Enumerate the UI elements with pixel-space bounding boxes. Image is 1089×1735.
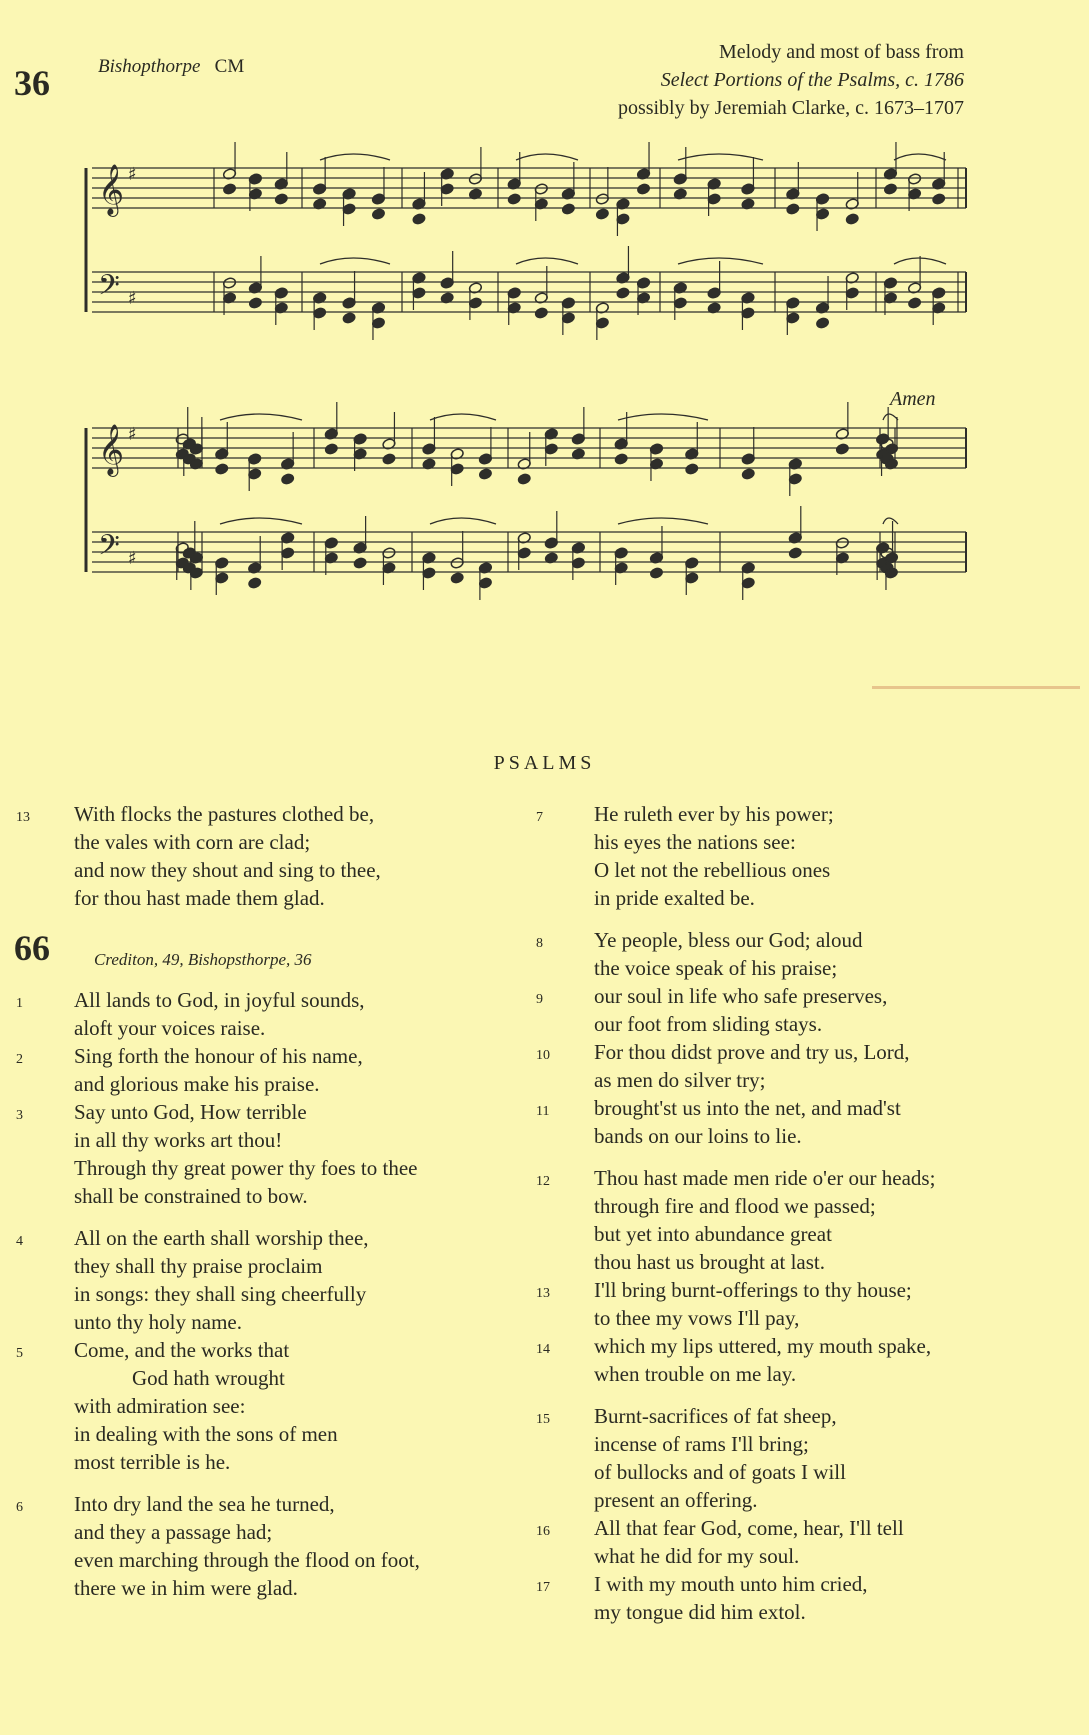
bass-clef-icon: 𝄢 bbox=[98, 529, 120, 569]
psalm-verses-right bbox=[534, 800, 1054, 1626]
note-head bbox=[561, 203, 575, 216]
verse-line: bands on our loins to lie. bbox=[594, 1124, 802, 1148]
treble-clef-icon: 𝄞 bbox=[98, 424, 125, 475]
music-score bbox=[0, 0, 1089, 660]
verse-number: 12 bbox=[536, 1174, 550, 1189]
note-head bbox=[507, 193, 521, 206]
verse-line: shall be constrained to bow. bbox=[74, 1184, 308, 1208]
note-head bbox=[786, 203, 800, 216]
verse-line: Sing forth the honour of his name, bbox=[74, 1044, 363, 1068]
hymn-number: 36 bbox=[14, 63, 50, 103]
verse-line: Come, and the works that bbox=[74, 1338, 290, 1362]
verse bbox=[534, 1038, 1054, 1094]
note-head bbox=[616, 287, 630, 300]
note-head bbox=[534, 307, 548, 320]
verse bbox=[534, 1514, 1054, 1570]
note-head bbox=[353, 557, 367, 570]
verse bbox=[14, 1224, 514, 1336]
verse-line: and they a passage had; bbox=[74, 1520, 273, 1544]
verse-line: in all thy works art thou! bbox=[74, 1128, 283, 1152]
verse-line: of bullocks and of goats I will bbox=[594, 1460, 846, 1484]
verse-number: 11 bbox=[536, 1104, 550, 1119]
slur bbox=[320, 258, 390, 264]
verse bbox=[534, 1276, 1054, 1332]
note-head bbox=[248, 297, 262, 310]
verse-number: 9 bbox=[536, 992, 543, 1007]
verse-number: 4 bbox=[16, 1234, 23, 1249]
verse bbox=[534, 1402, 1054, 1514]
verse-line: as men do silver try; bbox=[594, 1068, 766, 1092]
verse-line: God hath wrought bbox=[132, 1366, 285, 1390]
verse bbox=[534, 1164, 1054, 1276]
verse bbox=[534, 982, 1054, 1038]
note-head bbox=[788, 547, 802, 560]
verse-line: O let not the rebellious ones bbox=[594, 858, 831, 882]
note-head bbox=[371, 208, 385, 221]
verse-line: present an offering. bbox=[594, 1488, 758, 1512]
verse-line: his eyes the nations see: bbox=[594, 830, 796, 854]
verse-line: the voice speak of his praise; bbox=[594, 956, 838, 980]
slur bbox=[320, 154, 390, 160]
bass-clef-icon: 𝄢 bbox=[98, 269, 120, 309]
verse bbox=[14, 1098, 514, 1210]
slur bbox=[220, 414, 302, 420]
verse-line: Through thy great power thy foes to thee bbox=[74, 1156, 418, 1180]
slur bbox=[618, 518, 708, 524]
note-head bbox=[248, 577, 262, 590]
verse-line: but yet into abundance great bbox=[594, 1222, 832, 1246]
sharp-icon: ♯ bbox=[128, 288, 137, 309]
note-head bbox=[636, 183, 650, 196]
note-head bbox=[845, 213, 859, 226]
note-head bbox=[382, 453, 396, 466]
psalm-number: 66 bbox=[14, 928, 50, 968]
note-head bbox=[932, 193, 946, 206]
slur bbox=[883, 518, 898, 524]
note-head bbox=[835, 443, 849, 456]
verse-line: He ruleth ever by his power; bbox=[594, 802, 834, 826]
verse bbox=[534, 1570, 1054, 1626]
psalm-heading bbox=[14, 928, 514, 986]
note-head bbox=[741, 468, 755, 481]
note-head bbox=[342, 312, 356, 325]
note-head bbox=[222, 183, 236, 196]
verse-line: Say unto God, How terrible bbox=[74, 1100, 307, 1124]
verse-line: the vales with corn are clad; bbox=[74, 830, 311, 854]
verse-line: to thee my vows I'll pay, bbox=[594, 1306, 800, 1330]
attribution-line: Melody and most of bass from bbox=[719, 41, 964, 63]
note-head bbox=[324, 443, 338, 456]
verse bbox=[534, 800, 1054, 912]
verse-line: with admiration see: bbox=[74, 1394, 246, 1418]
verse-line: for thou hast made them glad. bbox=[74, 886, 325, 910]
note-head bbox=[595, 208, 609, 221]
verse-number: 13 bbox=[536, 1286, 550, 1301]
verse-line: when trouble on me lay. bbox=[594, 1362, 797, 1386]
verse-line: incense of rams I'll bring; bbox=[594, 1432, 809, 1456]
verse-line: what he did for my soul. bbox=[594, 1544, 800, 1568]
verse-line: Burnt-sacrifices of fat sheep, bbox=[594, 1404, 837, 1428]
verse bbox=[14, 800, 514, 912]
tune-meter: CM bbox=[214, 56, 245, 77]
note-head bbox=[280, 473, 294, 486]
verse-number: 7 bbox=[536, 810, 543, 825]
verse-line: All that fear God, come, hear, I'll tell bbox=[594, 1516, 904, 1540]
slur bbox=[220, 518, 302, 524]
verse-line: brought'st us into the net, and mad'st bbox=[594, 1096, 901, 1120]
verse-number: 3 bbox=[16, 1108, 23, 1123]
verse bbox=[14, 1042, 514, 1098]
slur bbox=[883, 414, 898, 420]
verse-line: most terrible is he. bbox=[74, 1450, 231, 1474]
verse-line: aloft your voices raise. bbox=[74, 1016, 266, 1040]
verse-line: in dealing with the sons of men bbox=[74, 1422, 338, 1446]
verse-number: 5 bbox=[16, 1346, 23, 1361]
verse-line: Into dry land the sea he turned, bbox=[74, 1492, 335, 1516]
verse bbox=[14, 1336, 514, 1476]
verse-line: my tongue did him extol. bbox=[594, 1600, 806, 1624]
note-head bbox=[215, 463, 229, 476]
note-head bbox=[883, 183, 897, 196]
note-head bbox=[815, 317, 829, 330]
left-column bbox=[14, 800, 514, 1602]
verse-line: thou hast us brought at last. bbox=[594, 1250, 825, 1274]
verse-number: 16 bbox=[536, 1524, 550, 1539]
verse-line: For thou didst prove and try us, Lord, bbox=[594, 1040, 910, 1064]
verse-line: which my lips uttered, my mouth spake, bbox=[594, 1334, 932, 1358]
note-head bbox=[685, 463, 699, 476]
note-head bbox=[614, 453, 628, 466]
slur bbox=[430, 518, 496, 524]
verse-line: Thou hast made men ride o'er our heads; bbox=[594, 1166, 936, 1190]
note-head bbox=[450, 572, 464, 585]
verse-number: 8 bbox=[536, 936, 543, 951]
verse-number: 15 bbox=[536, 1412, 550, 1427]
attribution-source: Select Portions of the Psalms, c. 1786 bbox=[660, 69, 964, 91]
verse-number: 14 bbox=[536, 1342, 550, 1357]
sharp-icon: ♯ bbox=[128, 548, 137, 569]
verse-line: Ye people, bless our God; aloud bbox=[594, 928, 863, 952]
verse-line: our foot from sliding stays. bbox=[594, 1012, 823, 1036]
verse-line: and now they shout and sing to thee, bbox=[74, 858, 381, 882]
right-column bbox=[534, 800, 1054, 1626]
verse-line: and glorious make his praise. bbox=[74, 1072, 320, 1096]
verse-line: All on the earth shall worship thee, bbox=[74, 1226, 369, 1250]
verse bbox=[534, 1332, 1054, 1388]
verse-line: I'll bring burnt-offerings to thy house; bbox=[594, 1278, 912, 1302]
verse-line: With flocks the pastures clothed be, bbox=[74, 802, 375, 826]
verse-line: unto thy holy name. bbox=[74, 1310, 242, 1334]
slur bbox=[516, 154, 578, 160]
amen-label: Amen bbox=[890, 388, 936, 410]
verse-number: 2 bbox=[16, 1052, 23, 1067]
tune-name: Bishopthorpe bbox=[98, 56, 201, 77]
slur bbox=[430, 414, 496, 420]
verse-line: All lands to God, in joyful sounds, bbox=[74, 988, 365, 1012]
note-head bbox=[274, 193, 288, 206]
sharp-icon: ♯ bbox=[128, 164, 137, 185]
verse-number: 1 bbox=[16, 996, 23, 1011]
verse-line: our soul in life who safe preserves, bbox=[594, 984, 888, 1008]
note-head bbox=[412, 213, 426, 226]
verse-number: 6 bbox=[16, 1500, 23, 1515]
note-head bbox=[478, 468, 492, 481]
verse-number: 17 bbox=[536, 1580, 550, 1595]
verse-line: there we in him were glad. bbox=[74, 1576, 298, 1600]
note-head bbox=[907, 297, 921, 310]
verse bbox=[14, 986, 514, 1042]
verse-line: even marching through the flood on foot, bbox=[74, 1548, 420, 1572]
treble-clef-icon: 𝄞 bbox=[98, 164, 125, 215]
previous-psalm-verses bbox=[14, 800, 514, 912]
verse bbox=[534, 926, 1054, 982]
note-head bbox=[649, 567, 663, 580]
verse-number: 10 bbox=[536, 1048, 550, 1063]
verse-line: they shall thy praise proclaim bbox=[74, 1254, 323, 1278]
attribution-composer: possibly by Jeremiah Clarke, c. 1673–1707 bbox=[617, 97, 964, 119]
psalm-verses-left bbox=[14, 986, 514, 1602]
verse-line: through fire and flood we passed; bbox=[594, 1194, 876, 1218]
psalm-tunes: Crediton, 49, Bishopsthorpe, 36 bbox=[94, 950, 312, 969]
slur bbox=[618, 414, 708, 420]
verse bbox=[534, 1094, 1054, 1150]
section-title: PSALMS bbox=[493, 752, 596, 774]
verse-line: in pride exalted be. bbox=[594, 886, 755, 910]
slur bbox=[678, 154, 763, 160]
verse-number: 13 bbox=[16, 810, 30, 825]
note-head bbox=[517, 473, 531, 486]
verse bbox=[14, 1490, 514, 1602]
slur bbox=[678, 258, 763, 264]
slur bbox=[894, 154, 946, 160]
verse-line: I with my mouth unto him cried, bbox=[594, 1572, 868, 1596]
sharp-icon: ♯ bbox=[128, 424, 137, 445]
page-divider bbox=[872, 686, 1080, 689]
verse-line: in songs: they shall sing cheerfully bbox=[74, 1282, 367, 1306]
slur bbox=[516, 258, 578, 264]
